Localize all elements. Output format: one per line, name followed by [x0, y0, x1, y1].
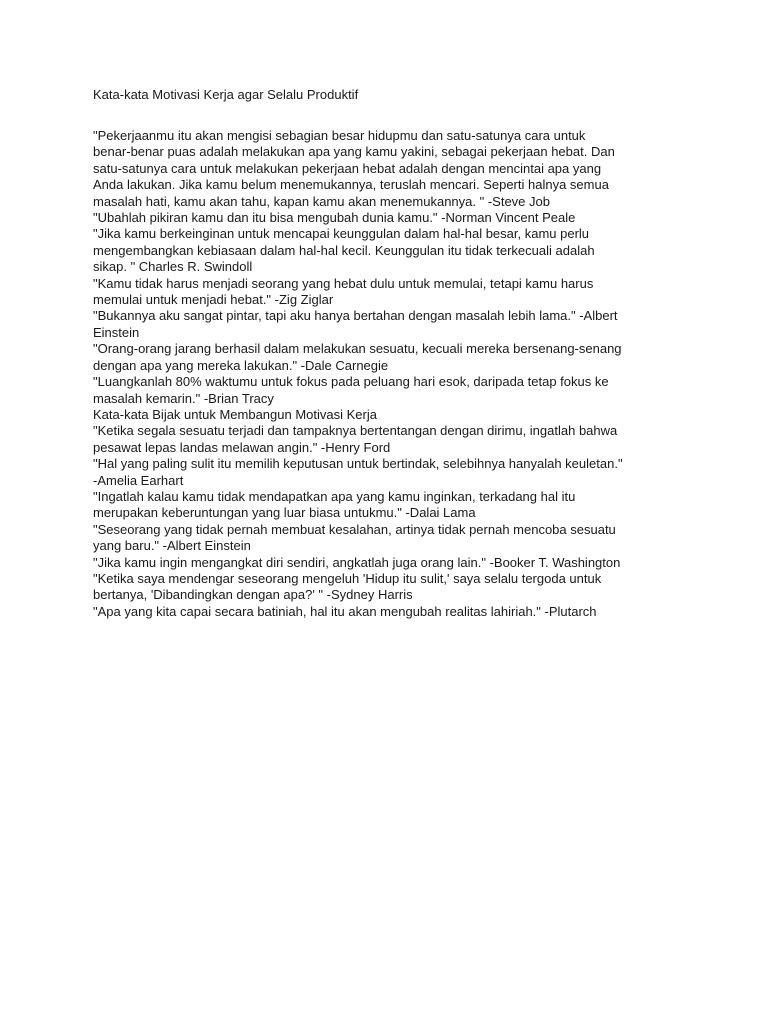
text-line: "Orang-orang jarang berhasil dalam melakukan sesuatu, kecuali mereka bersenang-senang [93, 341, 622, 357]
text-line: "Pekerjaanmu itu akan mengisi sebagian besar hidupmu dan satu-satunya cara untuk [93, 128, 586, 143]
text-line: satu-satunya cara untuk melakukan pekerjaan hebat adalah dengan mencintai apa yang [93, 160, 602, 176]
text-line: masalah kemarin." -Brian Tracy [93, 390, 274, 406]
text-line: memulai untuk menjadi hebat." -Zig Ziglar [93, 292, 334, 308]
text-line: Anda lakukan. Jika kamu belum menemukannya, teruslah mencari. Seperti halnya semua [93, 177, 609, 193]
text-line: yang baru." -Albert Einstein [93, 538, 251, 554]
text-line: -Amelia Earhart [93, 472, 184, 488]
text-line: "Jika kamu berkeinginan untuk mencapai keunggulan dalam hal-hal besar, kamu perlu [93, 226, 590, 242]
text-line: "Jika kamu ingin mengangkat diri sendiri, angkatlah juga orang lain." -Booker T. Washington [93, 554, 621, 570]
section-heading: Kata-kata Bijak untuk Membangun Motivasi Kerja [93, 406, 377, 422]
text-line: bertanya, 'Dibandingkan dengan apa?' " -Sydney Harris [93, 587, 413, 603]
text-line: sikap. " Charles R. Swindoll [93, 259, 253, 275]
text-line: masalah hati, kamu akan tahu, kapan kamu akan menemukannya. " -Steve Job [93, 193, 550, 209]
document-body [93, 128, 683, 620]
text-line: "Ingatlah kalau kamu tidak mendapatkan apa yang kamu inginkan, terkadang hal itu [93, 488, 576, 504]
text-line: "Hal yang paling sulit itu memilih keputusan untuk bertindak, selebihnya hanyalah keuletan." [93, 456, 623, 472]
text-line: "Bukannya aku sangat pintar, tapi aku hanya bertahan dengan masalah lebih lama." -Albert [93, 308, 618, 324]
text-line: merupakan keberuntungan yang luar biasa untukmu." -Dalai Lama [93, 505, 476, 521]
text-line: pesawat lepas landas melawan angin." -Henry Ford [93, 439, 391, 455]
text-line: "Ubahlah pikiran kamu dan itu bisa mengubah dunia kamu." -Norman Vincent Peale [93, 210, 576, 226]
text-line: Einstein [93, 324, 140, 340]
text-line: "Luangkanlah 80% waktumu untuk fokus pada peluang hari esok, daripada tetap fokus ke [93, 374, 609, 390]
text-line: "Apa yang kita capai secara batiniah, hal itu akan mengubah realitas lahiriah." -Plutarch [93, 603, 597, 619]
text-line: "Ketika segala sesuatu terjadi dan tampaknya bertentangan dengan dirimu, ingatlah bahwa [93, 423, 618, 439]
text-line: dengan apa yang mereka lakukan." -Dale Carnegie [93, 357, 389, 373]
text-line: "Seseorang yang tidak pernah membuat kesalahan, artinya tidak pernah mencoba sesuatu [93, 521, 616, 537]
document-title: Kata-kata Motivasi Kerja agar Selalu Produktif [93, 87, 359, 102]
text-line: "Ketika saya mendengar seseorang mengeluh 'Hidup itu sulit,' saya selalu tergoda untuk [93, 570, 602, 586]
text-line: "Kamu tidak harus menjadi seorang yang hebat dulu untuk memulai, tetapi kamu harus [93, 275, 594, 291]
text-line: benar-benar puas adalah melakukan apa yang kamu yakini, sebagai pekerjaan hebat. Dan [93, 144, 615, 160]
text-line: mengembangkan kebiasaan dalam hal-hal kecil. Keunggulan itu tidak terkecuali adalah [93, 242, 595, 258]
